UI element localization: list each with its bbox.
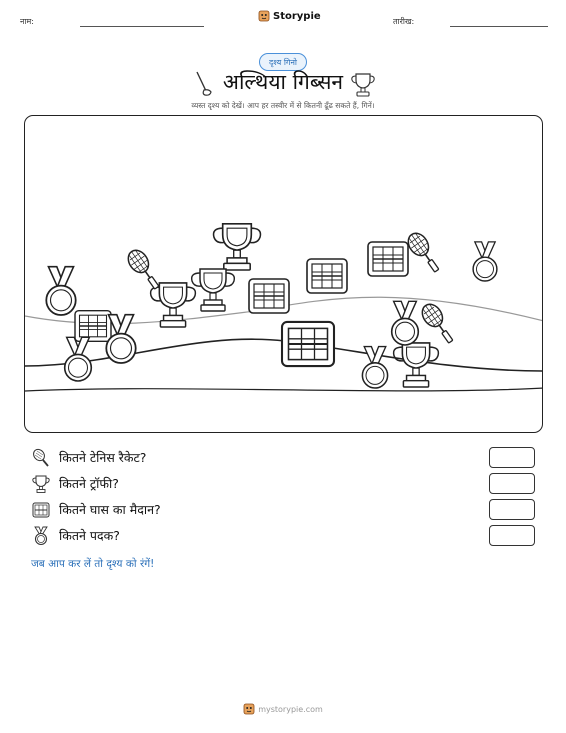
question-text: कितने पदक? bbox=[59, 528, 120, 543]
medal-item bbox=[473, 242, 497, 281]
tennis-racket-icon bbox=[31, 448, 51, 468]
footer bbox=[0, 703, 566, 715]
instructions: व्यस्त दृश्य को देखें। आप हर तस्वीर में से कितनी ढूँढ सकते हैं, गिनें। bbox=[191, 101, 375, 110]
storypie-mascot-icon bbox=[258, 10, 270, 22]
trophy-item bbox=[214, 224, 261, 270]
name-line bbox=[80, 26, 204, 27]
activity-badge: दृश्य गिनो bbox=[259, 53, 307, 71]
date-line bbox=[450, 26, 548, 27]
medal-item bbox=[46, 267, 75, 315]
answer-box[interactable] bbox=[489, 525, 535, 546]
tennis-racket-item bbox=[404, 229, 444, 275]
trophy-item bbox=[192, 269, 235, 311]
question-text: कितने घास का मैदान? bbox=[59, 502, 161, 517]
grass-court-icon bbox=[31, 500, 51, 520]
tennis-racket-item bbox=[124, 246, 164, 292]
tennis-racket-item bbox=[418, 300, 458, 346]
grass-court-item bbox=[282, 322, 334, 366]
grass-court-item bbox=[75, 311, 111, 342]
page-title: अल्थिया गिब्सन bbox=[222, 70, 344, 94]
storypie-mascot-icon bbox=[243, 703, 255, 715]
answer-box[interactable] bbox=[489, 499, 535, 520]
medal-item bbox=[65, 337, 92, 381]
grass-court-item bbox=[307, 259, 347, 293]
grass-court-item bbox=[249, 279, 289, 313]
trophy-icon bbox=[31, 474, 51, 494]
color-instruction: जब आप कर लें तो दृश्य को रंगें! bbox=[31, 558, 155, 570]
footer-site[interactable]: mystorypie.com bbox=[258, 704, 323, 714]
scene-canvas bbox=[25, 116, 543, 433]
question-rackets bbox=[31, 447, 536, 469]
question-trophies bbox=[31, 473, 536, 495]
ground-line bbox=[25, 388, 543, 391]
medal-item bbox=[392, 301, 419, 345]
name-label: नाम: bbox=[20, 17, 34, 26]
brand-logo bbox=[258, 10, 321, 22]
question-text: कितने टेनिस रैकेट? bbox=[59, 450, 147, 465]
trophy-icon bbox=[350, 71, 376, 99]
answer-box[interactable] bbox=[489, 473, 535, 494]
trophy-item bbox=[394, 343, 439, 387]
question-courts bbox=[31, 499, 536, 521]
trophy-item bbox=[151, 283, 196, 327]
medal-icon bbox=[31, 526, 51, 546]
answer-box[interactable] bbox=[489, 447, 535, 468]
busy-scene bbox=[24, 115, 543, 433]
question-text: कितने ट्रॉफी? bbox=[59, 476, 119, 491]
question-medals bbox=[31, 525, 536, 547]
brand-name: Storypie bbox=[273, 10, 321, 22]
date-label: तारीख: bbox=[393, 17, 415, 26]
grass-court-item bbox=[368, 242, 408, 276]
